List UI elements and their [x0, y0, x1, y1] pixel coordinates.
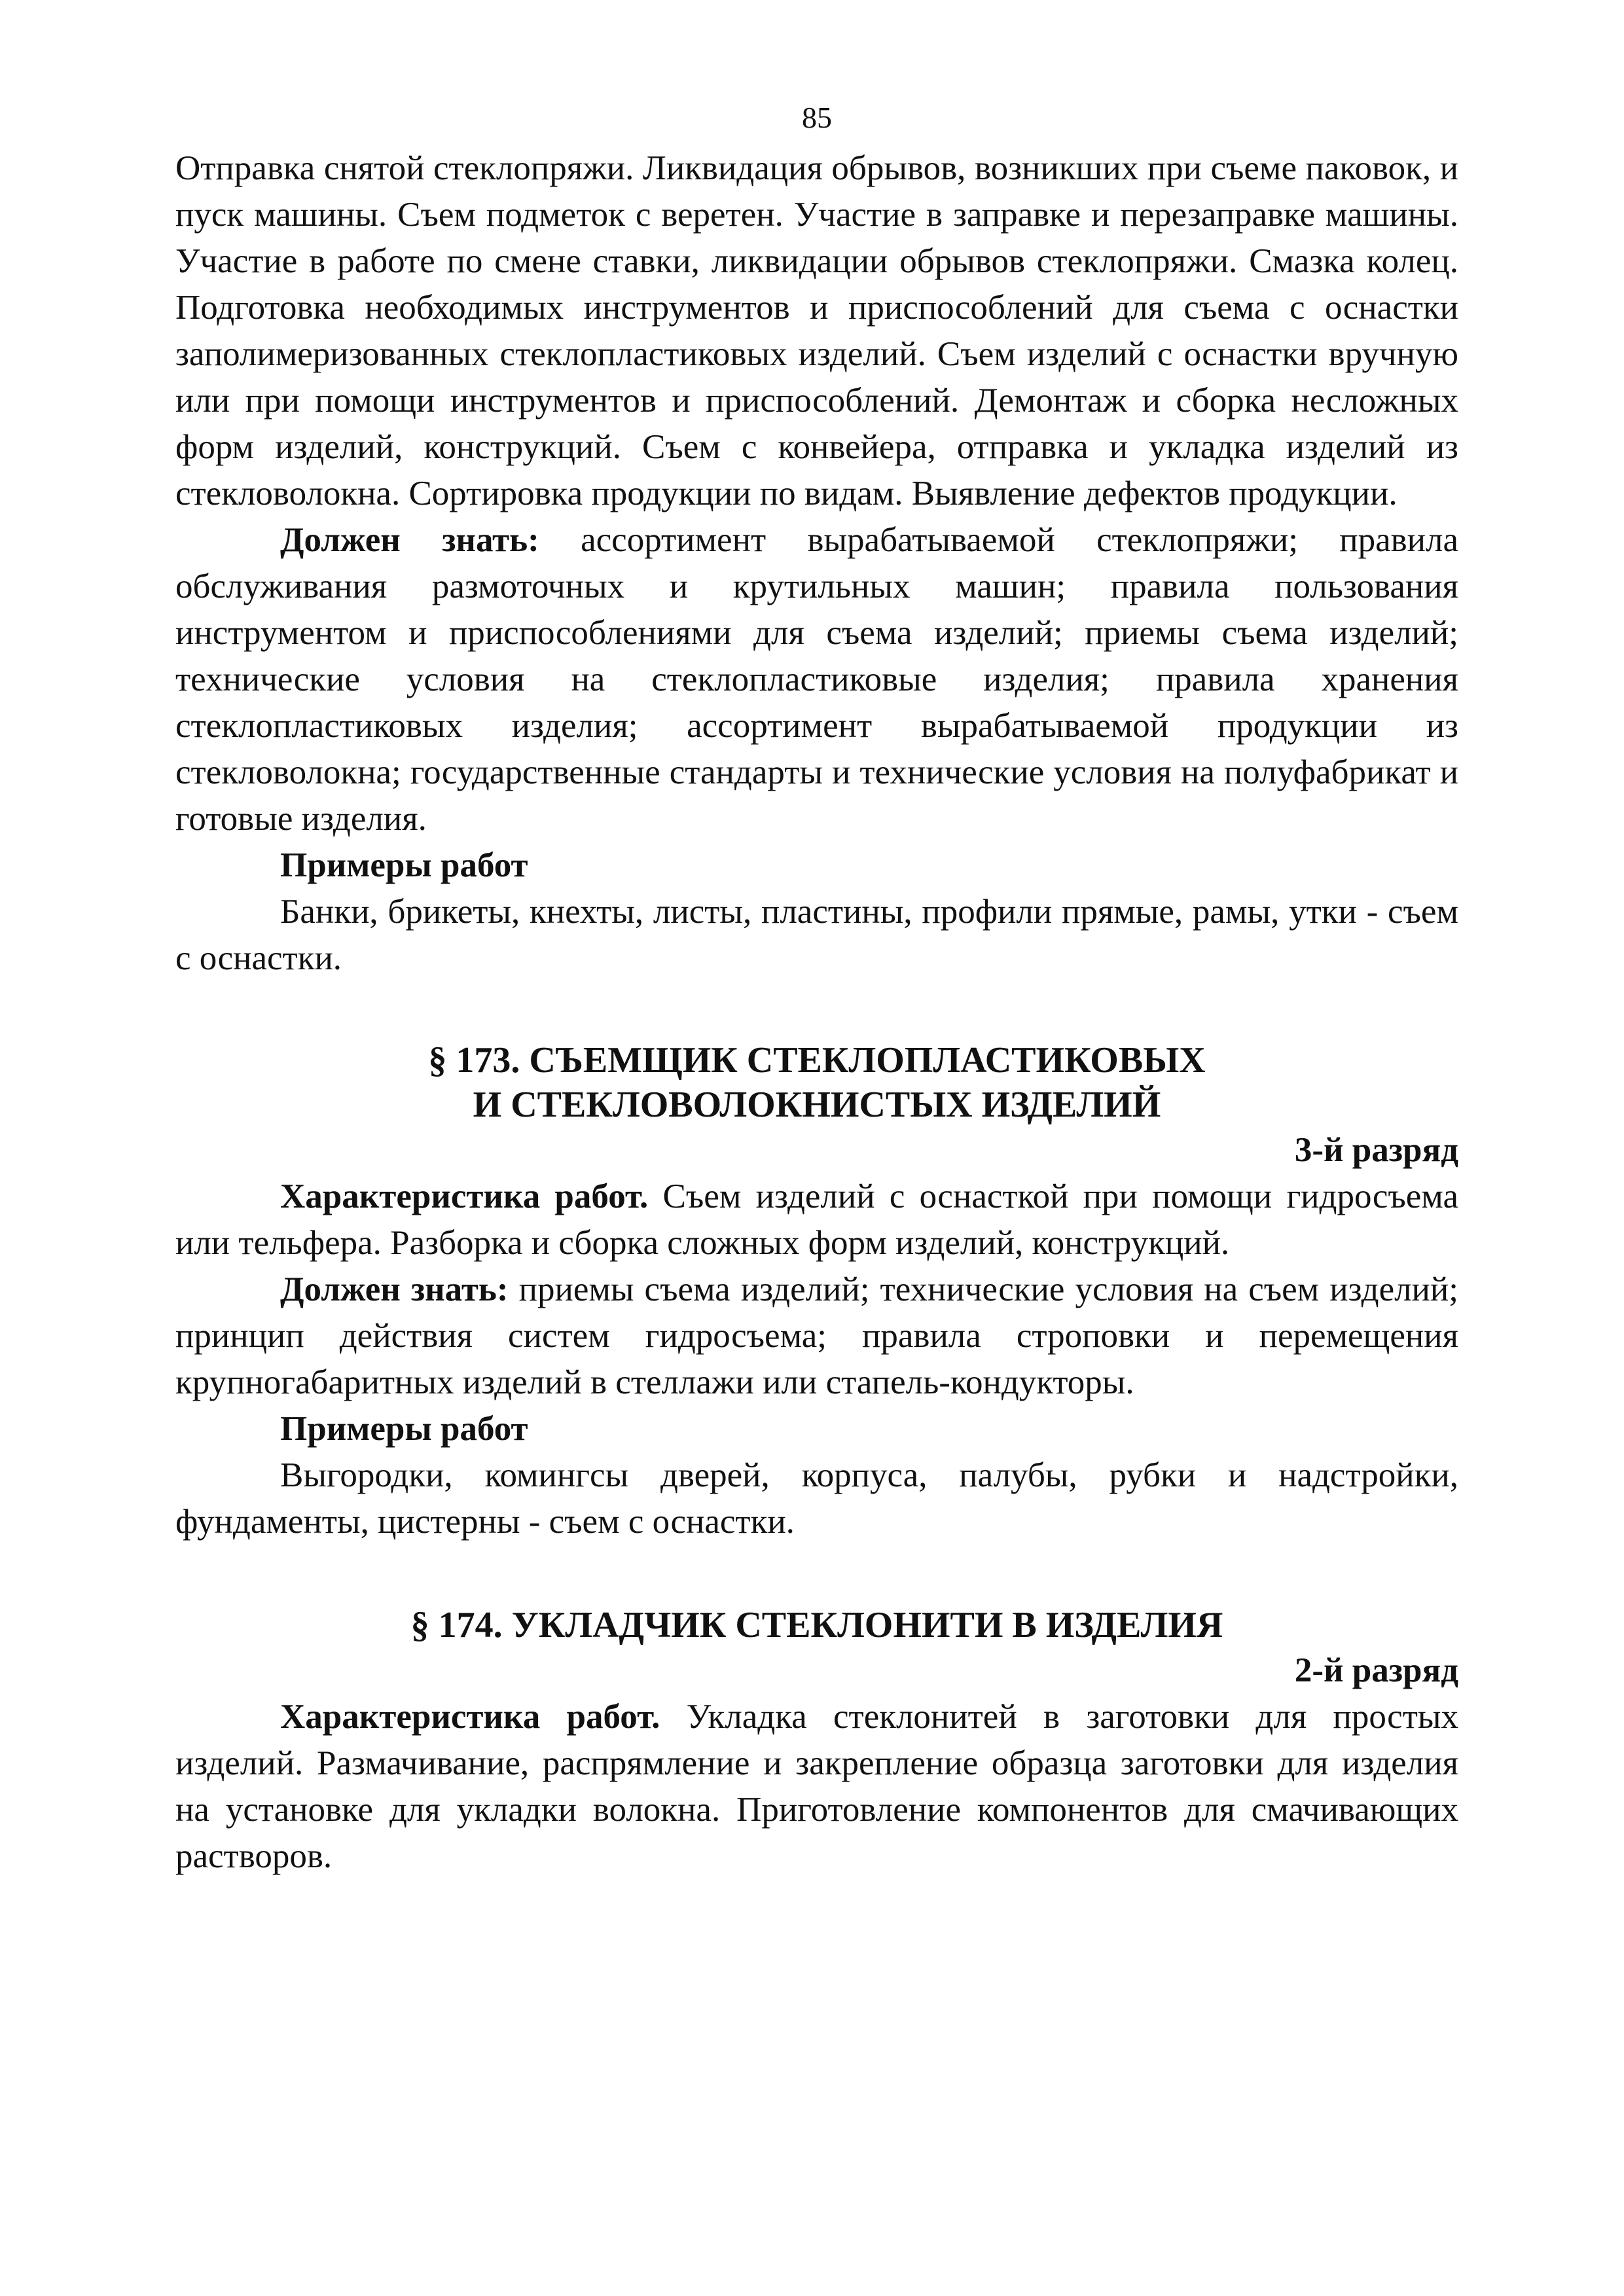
- section-173-examples-heading: Примеры работ: [280, 1410, 528, 1448]
- characteristics-text: Съем изделий с оснасткой при помощи гидросъема или тельфера. Разборка и сборка сложных форм изделий, конструкций.: [175, 1177, 1458, 1262]
- prev-examples-heading: Примеры работ: [280, 846, 528, 884]
- must-know-label: Должен знать:: [280, 1270, 509, 1308]
- must-know-text: ассортимент вырабатываемой стеклопряжи; правила обслуживания размоточных и крутильных машин; правила пользования инструментом и приспособлениями для съема изделий; приемы съема изделий; технические условия на стеклопластиковые изделия; правила хранения стеклопластиковых изделия; ассортимент вырабатываемой продукции из стекловолокна; государственные стандарты и технические условия на полуфабрикат и готовые изделия.: [175, 521, 1458, 838]
- must-know-label: Должен знать:: [280, 521, 539, 559]
- section-174-title: § 174. УКЛАДЧИК СТЕКЛОНИТИ В ИЗДЕЛИЯ: [410, 1605, 1223, 1645]
- characteristics-text: Укладка стеклонитей в заготовки для простых изделий. Размачивание, распрямление и закрепление образца заготовки для изделия на установке для укладки волокна. Приготовление компонентов для смачивающих растворов.: [175, 1698, 1458, 1875]
- section-173-examples: Выгородки, комингсы дверей, корпуса, палубы, рубки и надстройки, фундаменты, цистерны - съем с оснастки.: [175, 1456, 1458, 1541]
- section-173-characteristics: [175, 1174, 1458, 1266]
- section-173-must-know: [175, 1266, 1458, 1406]
- prev-examples-paragraph: Банки, брикеты, кнехты, листы, пластины, профили прямые, рамы, утки - съем с оснастки.: [175, 893, 1458, 977]
- must-know-text: приемы съема изделий; технические условия на съем изделий; принцип действия систем гидросъема; правила строповки и перемещения крупногабаритных изделий в стеллажи или стапель-кондукторы.: [175, 1270, 1458, 1401]
- page-number: 85: [802, 101, 832, 134]
- section-173-title-line2: И СТЕКЛОВОЛОКНИСТЫХ ИЗДЕЛИЙ: [473, 1085, 1161, 1125]
- section-174-grade: 2-й разряд: [1294, 1651, 1458, 1689]
- intro-paragraph: Отправка снятой стеклопряжи. Ликвидация обрывов, возникших при съеме паковок, и пуск машины. Съем подметок с веретен. Участие в заправке и перезаправке машины. Участие в работе по смене ставки, ликвидации обрывов стеклопряжи. Смазка колец. Подготовка необходимых инструментов и приспособлений для съема с оснастки заполимеризованных стеклопластиковых изделий. Съем изделий с оснастки вручную или при помощи инструментов и приспособлений. Демонтаж и сборка несложных форм изделий, конструкций. Съем с конвейера, отправка и укладка изделий из стекловолокна. Сортировка продукции по видам. Выявление дефектов продукции.: [175, 149, 1458, 512]
- document-page: [175, 98, 1458, 1880]
- section-173-grade: 3-й разряд: [1294, 1131, 1458, 1169]
- prev-must-know-paragraph: [175, 517, 1458, 842]
- section-173-title: [175, 1038, 1458, 1127]
- section-173-title-line1: § 173. СЪЕМЩИК СТЕКЛОПЛАСТИКОВЫХ: [428, 1040, 1206, 1081]
- characteristics-label: Характеристика работ.: [280, 1177, 649, 1215]
- characteristics-label: Характеристика работ.: [280, 1698, 660, 1736]
- section-174-characteristics: [175, 1694, 1458, 1880]
